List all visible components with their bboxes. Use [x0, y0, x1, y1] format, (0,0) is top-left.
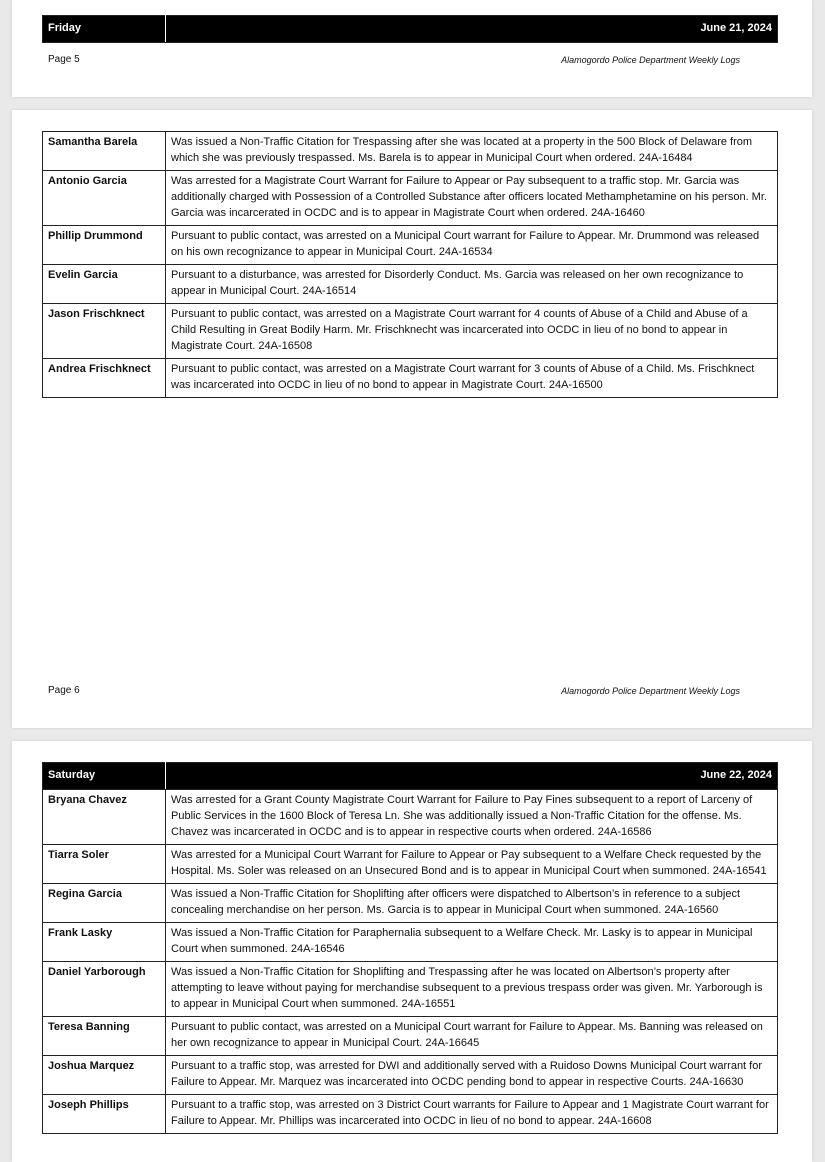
incident-description: Pursuant to a disturbance, was arrested for Disorderly Conduct. Ms. Garcia was released on her own recognizance to appear in Municipal Court. 24A-16514 [166, 265, 778, 304]
log-entry-row [43, 845, 778, 884]
log-entry-row [43, 962, 778, 1017]
person-name: Joseph Phillips [43, 1095, 166, 1134]
log-entry-row [43, 790, 778, 845]
log-entry-row [43, 1017, 778, 1056]
day-header-row [43, 763, 778, 790]
person-name: Tiarra Soler [43, 845, 166, 884]
log-entry-row [43, 884, 778, 923]
log-entry-row [43, 226, 778, 265]
person-name: Joshua Marquez [43, 1056, 166, 1095]
day-name: Friday [43, 16, 166, 43]
saturday-log-table [42, 762, 778, 1134]
person-name: Frank Lasky [43, 923, 166, 962]
page-number: Page 5 [48, 54, 80, 65]
person-name: Evelin Garcia [43, 265, 166, 304]
page-7-sheet [12, 741, 812, 1162]
person-name: Samantha Barela [43, 132, 166, 171]
log-entry-row [43, 132, 778, 171]
department-name: Alamogordo Police Department Weekly Logs [561, 55, 740, 65]
incident-description: Pursuant to public contact, was arrested on a Magistrate Court warrant for 3 counts of Abuse of a Child. Ms. Frischknect was incarcerated into OCDC in lieu of no bond to appear in Magistrate Court. 24A-16500 [166, 359, 778, 398]
person-name: Bryana Chavez [43, 790, 166, 845]
log-entry-row [43, 1056, 778, 1095]
log-entry-row [43, 304, 778, 359]
incident-description: Was arrested for a Grant County Magistrate Court Warrant for Failure to Pay Fines subsequent to a report of Larceny of Public Services in the 1600 Block of Teresa Ln. She was additionally issued a Non-Traffic Citation for the offense. Ms. Chavez was incarcerated in OCDC and is to appear in respective courts when ordered. 24A-16586 [166, 790, 778, 845]
day-date: June 21, 2024 [166, 16, 778, 43]
log-entry-row [43, 359, 778, 398]
log-entry-row [43, 171, 778, 226]
log-entry-row [43, 1095, 778, 1134]
incident-description: Was issued a Non-Traffic Citation for Shoplifting and Trespassing after he was located on Albertson’s property after attempting to leave without paying for merchandise subsequent to a previous trespass order was given. Mr. Yarborough is to appear in Municipal Court when summoned. 24A-16551 [166, 962, 778, 1017]
incident-description: Pursuant to public contact, was arrested on a Municipal Court warrant for Failure to Appear. Mr. Drummond was released on his own recognizance to appear in Municipal Court. 24A-16534 [166, 226, 778, 265]
log-entry-row [43, 265, 778, 304]
incident-description: Was arrested for a Municipal Court Warrant for Failure to Appear or Pay subsequent to a Welfare Check requested by the Hospital. Ms. Soler was released on an Unsecured Bond and is to appear in Municipal Court when summoned. 24A-16541 [166, 845, 778, 884]
incident-description: Was issued a Non-Traffic Citation for Shoplifting after officers were dispatched to Albertson’s in reference to a subject concealing merchandise on her person. Ms. Garcia is to appear in Municipal Court when summoned. 24A-16560 [166, 884, 778, 923]
department-name: Alamogordo Police Department Weekly Logs [561, 686, 740, 696]
incident-description: Was arrested for a Magistrate Court Warrant for Failure to Appear or Pay subsequent to a traffic stop. Mr. Garcia was additionally charged with Possession of a Controlled Substance after officers located Methamphetamine on his person. Mr. Garcia was incarcerated in OCDC and is to appear in Magistrate Court when ordered. 24A-16460 [166, 171, 778, 226]
person-name: Teresa Banning [43, 1017, 166, 1056]
person-name: Daniel Yarborough [43, 962, 166, 1017]
day-header-row [43, 16, 778, 43]
person-name: Regina Garcia [43, 884, 166, 923]
day-date: June 22, 2024 [166, 763, 778, 790]
person-name: Antonio Garcia [43, 171, 166, 226]
incident-description: Pursuant to public contact, was arrested on a Municipal Court warrant for Failure to Appear. Ms. Banning was released on her own recognizance to appear in Municipal Court. 24A-16645 [166, 1017, 778, 1056]
incident-description: Was issued a Non-Traffic Citation for Trespassing after she was located at a property in the 500 Block of Delaware from which she was previously trespassed. Ms. Barela is to appear in Municipal Court when ordered. 24A-16484 [166, 132, 778, 171]
friday-header-table [42, 15, 778, 43]
page-6-sheet [12, 110, 812, 728]
incident-description: Pursuant to a traffic stop, was arrested on 3 District Court warrants for Failure to Appear and 1 Magistrate Court warrant for Failure to Appear. Mr. Phillips was incarcerated into OCDC in lieu of no bond to appear. 24A-16608 [166, 1095, 778, 1134]
incident-description: Was issued a Non-Traffic Citation for Paraphernalia subsequent to a Welfare Check. Mr. Lasky is to appear in Municipal Court when summoned. 24A-16546 [166, 923, 778, 962]
incident-description: Pursuant to a traffic stop, was arrested for DWI and additionally served with a Ruidoso Downs Municipal Court warrant for Failure to Appear. Mr. Marquez was incarcerated into OCDC pending bond to appear in respective Courts. 24A-16630 [166, 1056, 778, 1095]
friday-log-table [42, 131, 778, 398]
page-5-sheet [12, 0, 812, 97]
person-name: Phillip Drummond [43, 226, 166, 265]
day-name: Saturday [43, 763, 166, 790]
person-name: Jason Frischknect [43, 304, 166, 359]
page-number: Page 6 [48, 685, 80, 696]
person-name: Andrea Frischknect [43, 359, 166, 398]
log-entry-row [43, 923, 778, 962]
incident-description: Pursuant to public contact, was arrested on a Magistrate Court warrant for 4 counts of Abuse of a Child and Abuse of a Child Resulting in Great Bodily Harm. Mr. Frischknecht was incarcerated into OCDC in lieu of no bond to appear in Magistrate Court. 24A-16508 [166, 304, 778, 359]
